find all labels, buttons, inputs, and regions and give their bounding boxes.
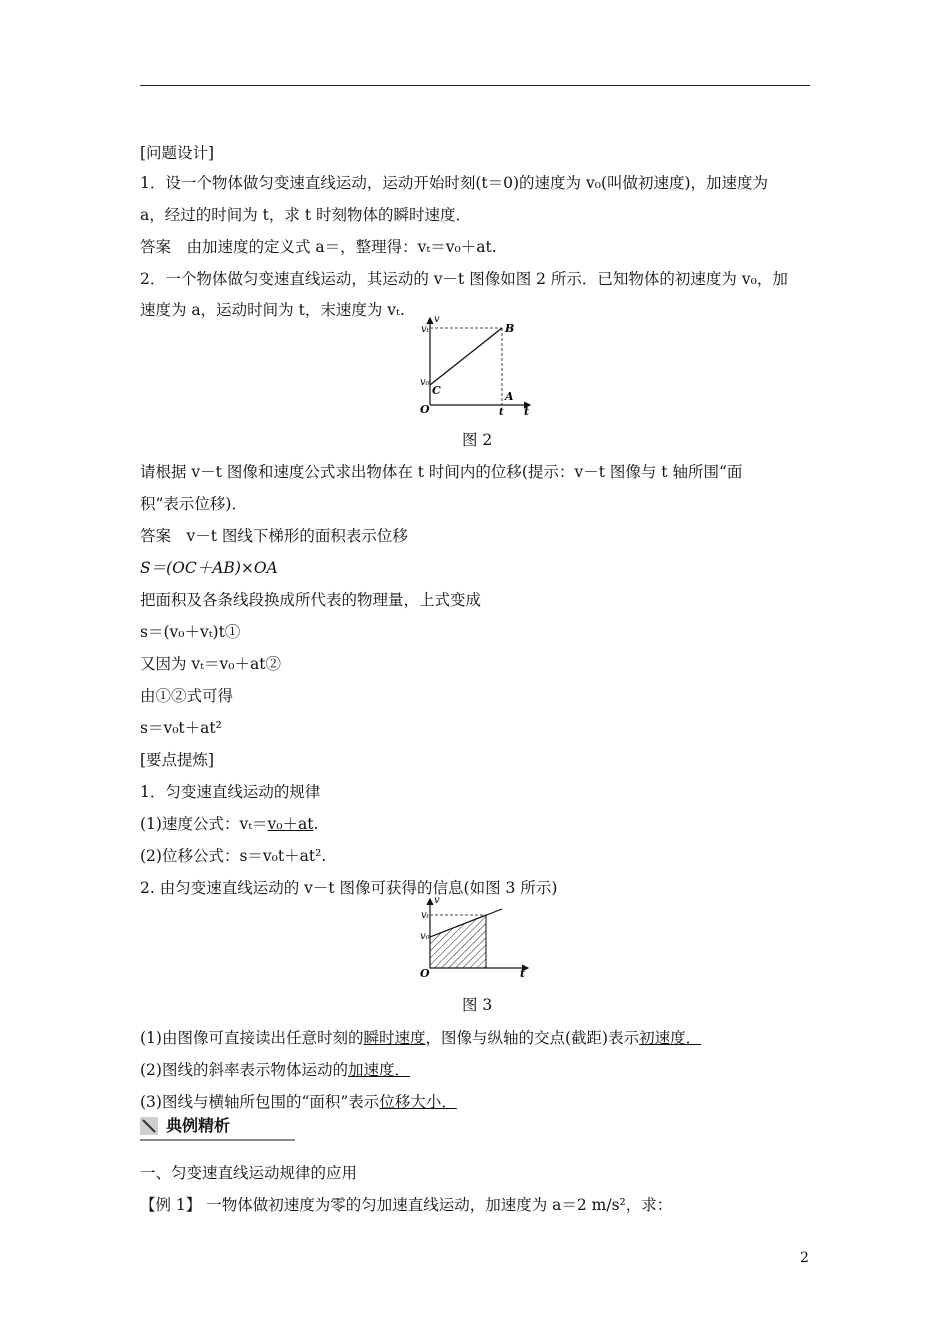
info-2 <box>140 1060 410 1080</box>
figure-3-caption: 图 3 <box>462 996 493 1014</box>
question-1-line-1: 1．设一个物体做匀变速直线运动，运动开始时刻(t＝0)的速度为 v₀(叫做初速度)，加速度为 <box>140 174 769 192</box>
page-number: 2 <box>800 1250 809 1266</box>
figure-3-vt-graph <box>410 893 540 983</box>
label-v0: v₀ <box>420 377 430 388</box>
label-v0: v₀ <box>420 931 430 942</box>
info-3-answer: 位移大小． <box>379 1093 457 1111</box>
question-2-line-1: 2．一个物体做匀变速直线运动，其运动的 v－t 图像如图 2 所示．已知物体的初速度为 v₀，加 <box>140 270 788 288</box>
section-title: 典例精析 <box>166 1116 231 1135</box>
key-point-2: 2. 由匀变速直线运动的 v－t 图像可获得的信息(如图 3 所示) <box>140 879 558 897</box>
velocity-line <box>430 328 502 385</box>
figure-2-caption: 图 2 <box>462 431 493 449</box>
info-2-a: (2)图线的斜率表示物体运动的 <box>140 1061 348 1079</box>
label-C: C <box>432 384 441 397</box>
info-1-a: (1)由图像可直接读出任意时刻的 <box>140 1029 364 1047</box>
info-1-answer-b: 初速度． <box>639 1029 702 1047</box>
label-v-axis: v <box>434 314 440 325</box>
info-1 <box>140 1028 701 1048</box>
label-A: A <box>505 390 514 403</box>
section-heading <box>140 1115 295 1141</box>
velocity-formula-answer: v₀＋at <box>267 815 314 833</box>
label-vt: vₜ <box>421 324 430 335</box>
velocity-formula-label: (1)速度公式：vₜ＝ <box>140 815 268 833</box>
question-1-line-2: a，经过的时间为 t，求 t 时刻物体的瞬时速度． <box>140 206 471 224</box>
equation-2: 又因为 vₜ＝v₀＋at② <box>140 655 281 673</box>
label-t-axis: t <box>524 405 530 417</box>
key-point-1: 1．匀变速直线运动的规律 <box>140 783 321 801</box>
label-B: B <box>505 322 515 335</box>
displacement-formula: s＝v₀t＋at² <box>140 719 222 737</box>
displacement-area <box>430 915 486 968</box>
label-t-tick: t <box>499 407 504 417</box>
info-1-answer-a: 瞬时速度 <box>363 1029 426 1047</box>
answer-2: 答案 v－t 图线下梯形的面积表示位移 <box>140 527 408 545</box>
prompt-line-1: 请根据 v－t 图像和速度公式求出物体在 t 时间内的位移(提示：v－t 图像与 t 轴所围“面 <box>140 463 743 481</box>
header-rule <box>140 85 810 86</box>
displacement-formula-line: (2)位移公式：s＝v₀t＋at². <box>140 847 327 865</box>
question-design-heading: [问题设计] <box>140 144 215 162</box>
section-underline <box>140 1139 295 1141</box>
answer-1: 答案 由加速度的定义式 a＝，整理得：vₜ＝v₀＋at. <box>140 238 497 256</box>
key-points-heading: [要点提炼] <box>140 751 215 769</box>
section-mark-icon <box>140 1117 158 1135</box>
prompt-line-2: 积”表示位移)． <box>140 495 247 513</box>
label-t-axis: t <box>520 967 526 980</box>
example-1: 【例 1】 一物体做初速度为零的匀加速直线运动，加速度为 a＝2 m/s²，求： <box>140 1196 673 1214</box>
label-O: O <box>420 403 430 416</box>
derive-text: 由①②式可得 <box>140 687 234 705</box>
info-2-answer: 加速度． <box>347 1061 410 1079</box>
info-1-b: ，图像与纵轴的交点(截距)表示 <box>425 1029 640 1047</box>
velocity-formula-line <box>140 814 318 834</box>
equation-1: s＝(v₀＋vₜ)t① <box>140 623 241 641</box>
label-v-axis: v <box>434 895 440 906</box>
info-3 <box>140 1092 457 1112</box>
label-vt: vₜ <box>421 910 430 921</box>
velocity-formula-end: . <box>313 815 319 833</box>
substitution-text: 把面积及各条线段换成所代表的物理量，上式变成 <box>140 591 482 609</box>
figure-2-vt-graph <box>410 312 540 417</box>
info-3-a: (3)图线与横轴所包围的“面积”表示 <box>140 1093 380 1111</box>
label-O: O <box>420 967 430 980</box>
trapezoid-area-formula: S＝(OC＋AB)×OA <box>140 559 278 577</box>
question-2-line-2: 速度为 a，运动时间为 t，末速度为 vₜ. <box>140 301 405 319</box>
subsection-title: 一、匀变速直线运动规律的应用 <box>140 1164 358 1182</box>
